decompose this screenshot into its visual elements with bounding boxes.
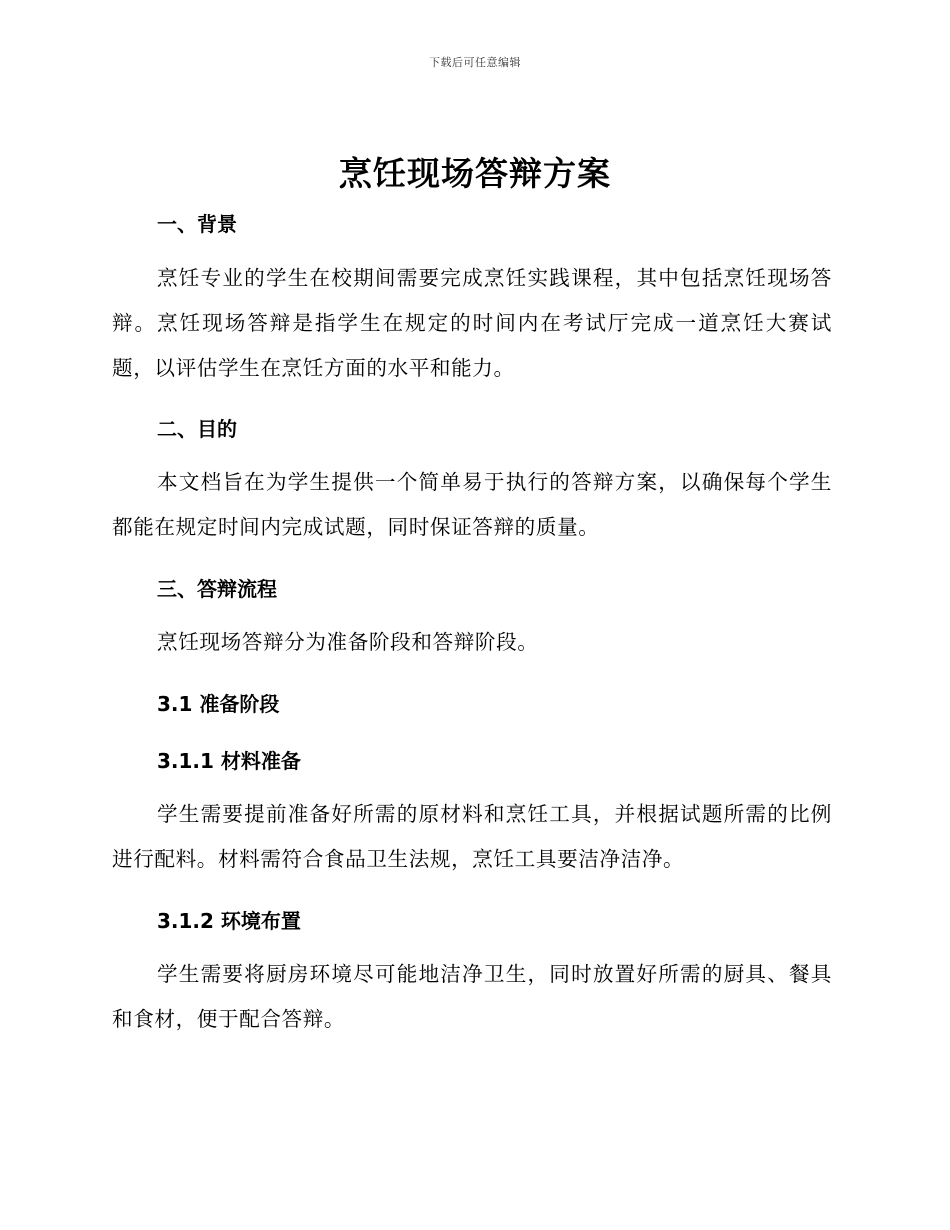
section-heading-purpose: 二、目的 xyxy=(157,417,237,441)
paragraph-process: 烹饪现场答辩分为准备阶段和答辩阶段。 xyxy=(157,630,539,654)
document-title: 烹饪现场答辩方案 xyxy=(339,154,611,193)
paragraph-materials: 学生需要提前准备好所需的原材料和烹饪工具，并根据试题所需的比例进行配料。材料需符合食品卫生法规，烹饪工具要洁净洁净。 xyxy=(112,802,832,871)
subheading-materials: 3.1.1 材料准备 xyxy=(157,749,301,773)
subheading-environment: 3.1.2 环境布置 xyxy=(157,909,301,933)
paragraph-background: 烹饪专业的学生在校期间需要完成烹饪实践课程，其中包括烹饪现场答辩。烹饪现场答辩是指学生在规定的时间内在考试厅完成一道烹饪大赛试题，以评估学生在烹饪方面的水平和能力。 xyxy=(112,266,832,380)
paragraph-environment: 学生需要将厨房环境尽可能地洁净卫生，同时放置好所需的厨具、餐具和食材，便于配合答辩。 xyxy=(112,962,832,1031)
section-heading-process: 三、答辩流程 xyxy=(157,577,277,601)
header-note: 下载后可任意编辑 xyxy=(429,56,521,69)
subheading-prep-stage: 3.1 准备阶段 xyxy=(157,692,280,716)
paragraph-purpose: 本文档旨在为学生提供一个简单易于执行的答辩方案，以确保每个学生都能在规定时间内完成试题，同时保证答辩的质量。 xyxy=(112,470,832,539)
section-heading-background: 一、背景 xyxy=(157,212,237,236)
